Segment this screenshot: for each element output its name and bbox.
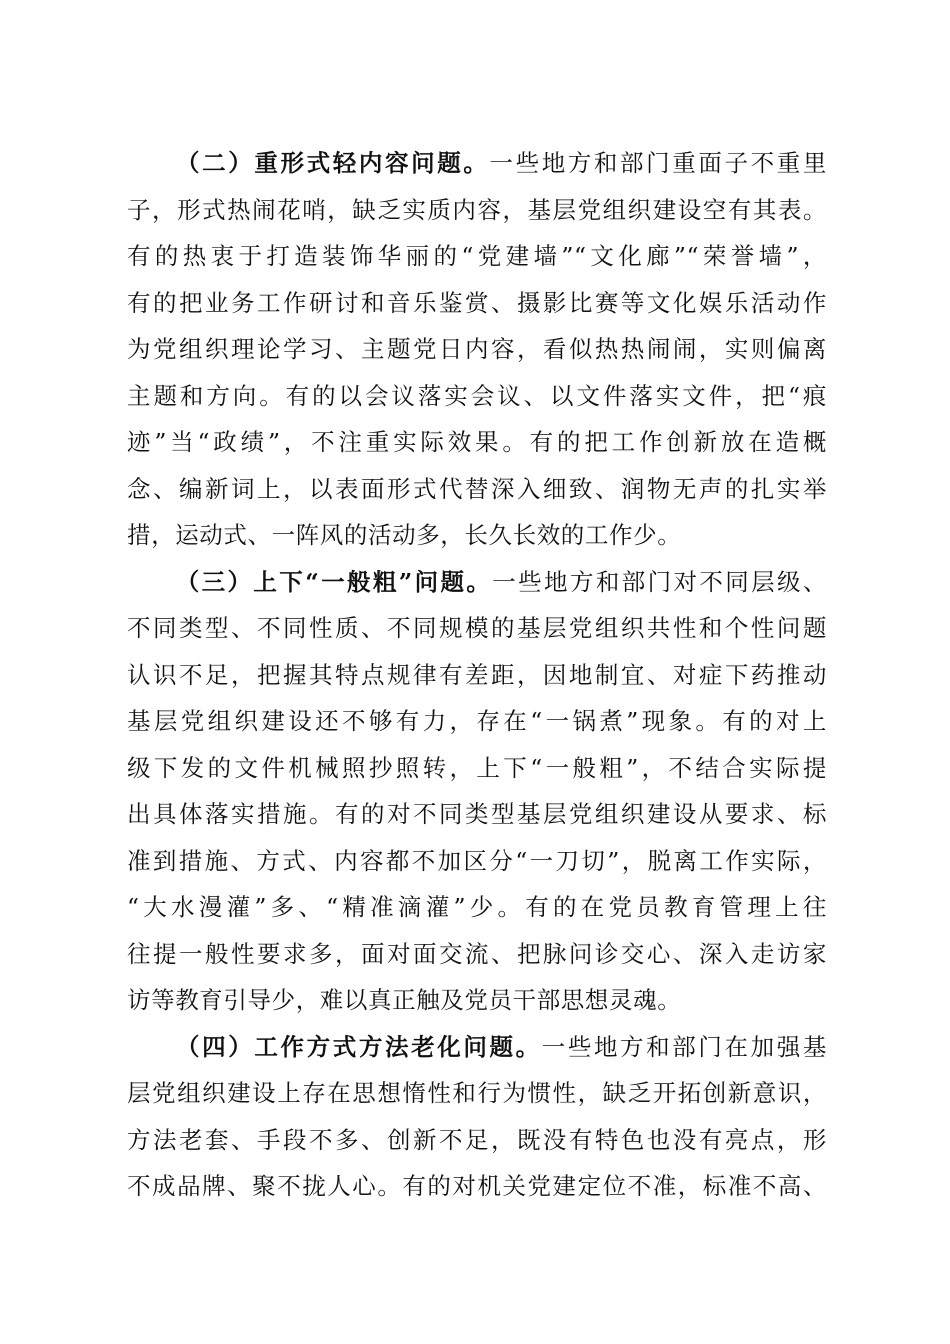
section-heading: （四）工作方式方法老化问题。	[174, 1032, 542, 1061]
paragraph-line: “大水漫灌”多、“精准滴灌”少。有的在党员教育管理上往	[127, 893, 827, 921]
paragraph-line: 级下发的文件机械照抄照转，上下“一般粗”，不结合实际提	[127, 753, 827, 782]
section-heading: （三）上下“一般粗”问题。	[174, 567, 493, 596]
paragraph-line: （三）上下“一般粗”问题。一些地方和部门对不同层级、	[174, 567, 827, 596]
paragraph-line: 基层党组织建设还不够有力，存在“一锅煮”现象。有的对上	[127, 707, 827, 735]
paragraph-line: 主题和方向。有的以会议落实会议、以文件落实文件，把“痕	[127, 381, 827, 410]
paragraph-line: 往提一般性要求多，面对面交流、把脉问诊交心、深入走访家	[127, 939, 827, 968]
document-body	[127, 140, 827, 1210]
paragraph-line: 出具体落实措施。有的对不同类型基层党组织建设从要求、标	[127, 800, 827, 828]
section-heading: （二）重形式轻内容问题。	[174, 149, 490, 177]
paragraph-line: （四）工作方式方法老化问题。一些地方和部门在加强基	[174, 1032, 827, 1061]
paragraph-line: 访等教育引导少，难以真正触及党员干部思想灵魂。	[127, 986, 682, 1014]
paragraph-line: 子，形式热闹花哨，缺乏实质内容，基层党组织建设空有其表。	[127, 195, 827, 224]
paragraph-line: 有的热衷于打造装饰华丽的“党建墙”“文化廊”“荣誉墙”，	[127, 242, 827, 270]
paragraph-line: 方法老套、手段不多、创新不足，既没有特色也没有亮点，形	[127, 1125, 827, 1154]
paragraph-line: 不同类型、不同性质、不同规模的基层党组织共性和个性问题	[127, 614, 827, 642]
paragraph-line: 念、编新词上，以表面形式代替深入细致、润物无声的扎实举	[127, 474, 827, 503]
paragraph-line: 层党组织建设上存在思想惰性和行为惯性，缺乏开拓创新意识，	[127, 1079, 827, 1107]
paragraph-line: 准到措施、方式、内容都不加区分“一刀切”，脱离工作实际，	[127, 846, 827, 875]
paragraph-line: （二）重形式轻内容问题。一些地方和部门重面子不重里	[174, 149, 827, 177]
paragraph-line: 措，运动式、一阵风的活动多，长久长效的工作少。	[127, 521, 682, 549]
paragraph-line: 为党组织理论学习、主题党日内容，看似热热闹闹，实则偏离	[127, 335, 827, 363]
paragraph-line: 不成品牌、聚不拢人心。有的对机关党建定位不准，标准不高、	[127, 1172, 827, 1200]
paragraph-line: 有的把业务工作研讨和音乐鉴赏、摄影比赛等文化娱乐活动作	[127, 288, 827, 317]
paragraph-line: 迹”当“政绩”，不注重实际效果。有的把工作创新放在造概	[127, 428, 827, 456]
paragraph-line: 认识不足，把握其特点规律有差距，因地制宜、对症下药推动	[127, 660, 827, 689]
